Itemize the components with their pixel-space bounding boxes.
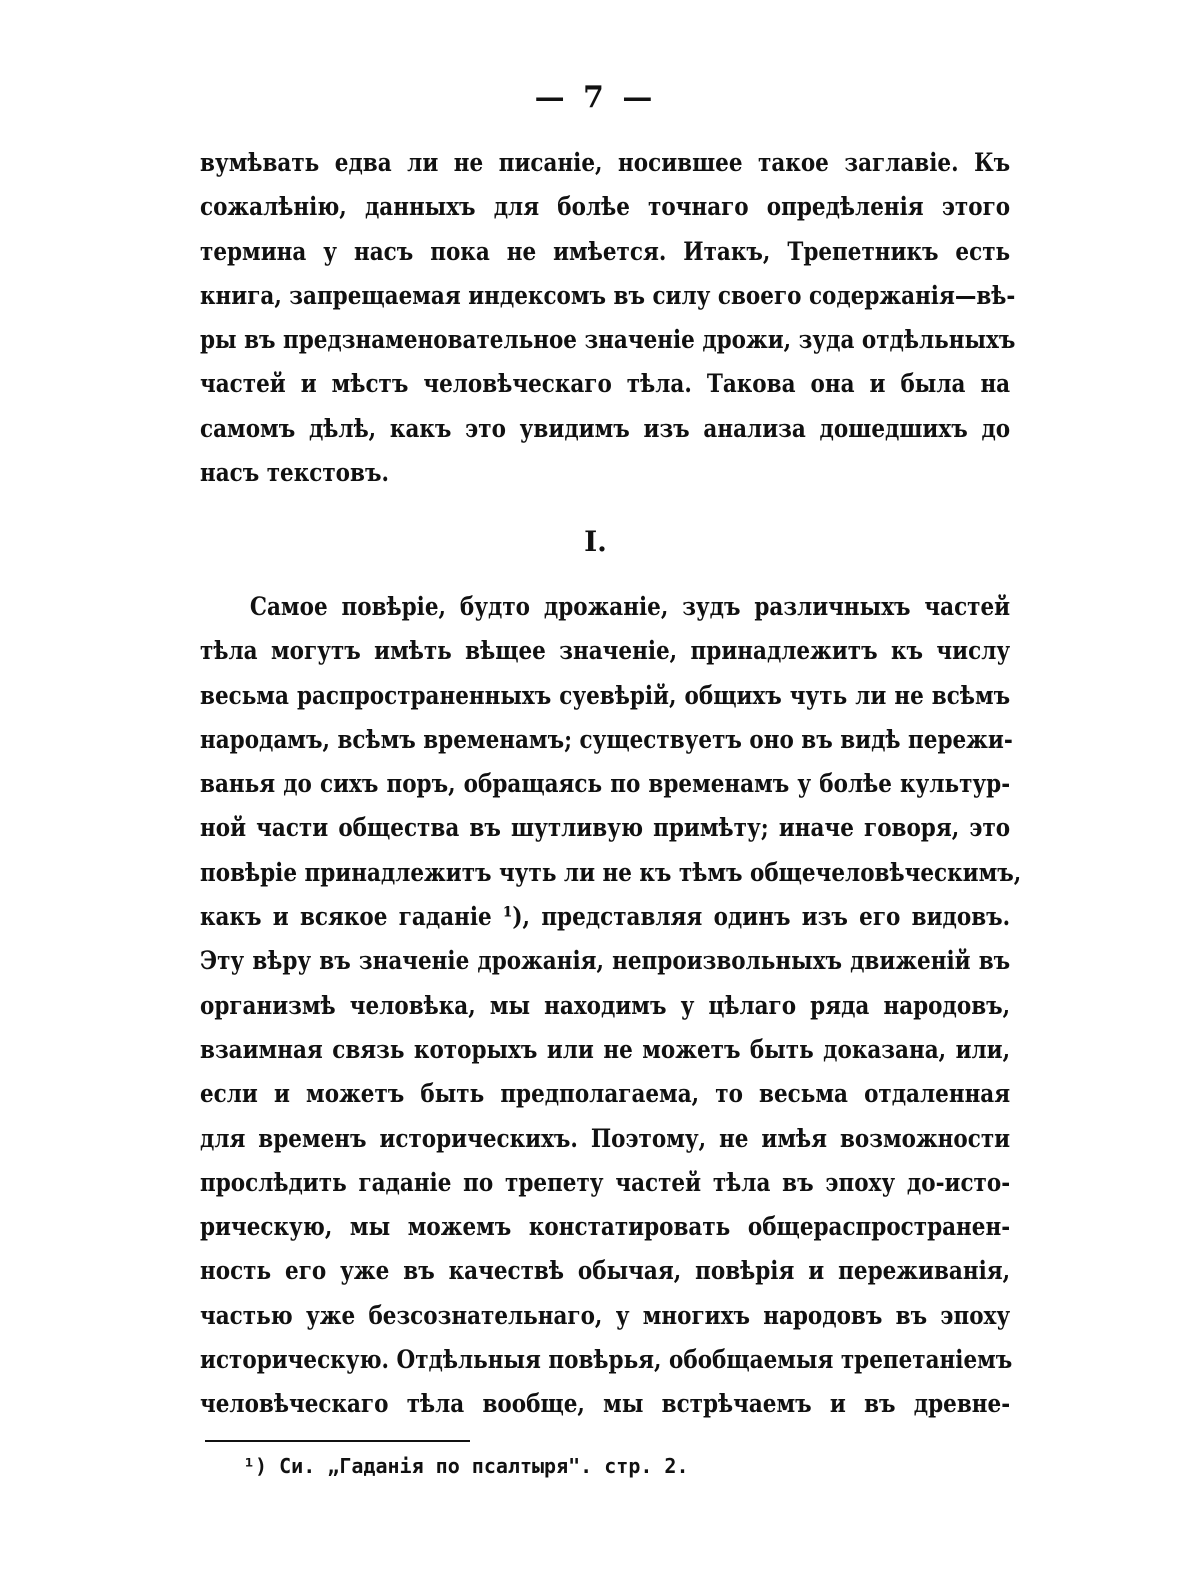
text-line: историческую. Отдѣльныя повѣрья, обобщаемыя трепетаніемъ <box>200 1345 1013 1375</box>
text-line: для временъ историческихъ. Поэтому, не имѣя возможности <box>200 1123 1011 1153</box>
text-line: ной части общества въ шутливую примѣту; иначе говоря, это <box>200 813 1011 843</box>
text-line: частью уже безсознательнаго, у многихъ народовъ въ эпоху <box>200 1300 1011 1330</box>
paragraph-continued <box>200 141 1016 495</box>
text-line: книга, запрещаемая индексомъ въ силу своего содержанія—вѣ- <box>200 280 1016 310</box>
text-line: частей и мѣстъ человѣческаго тѣла. Такова она и была на <box>200 369 1011 399</box>
text-line: термина у насъ пока не имѣется. Итакъ, Трепетникъ есть <box>200 236 1011 266</box>
text-line: весьма распространенныхъ суевѣрій, общихъ чуть ли не всѣмъ <box>200 680 1011 710</box>
text-line: самомъ дѣлѣ, какъ это увидимъ изъ анализа дошедшихъ до <box>200 413 1011 443</box>
text-line: прослѣдить гаданіе по трепету частей тѣла въ эпоху до-исто- <box>200 1167 1011 1197</box>
text-line: вумѣвать едва ли не писаніе, носившее такое заглавіе. Къ <box>200 148 1011 177</box>
text-line: повѣріе принадлежитъ чуть ли не къ тѣмъ общечеловѣческимъ, <box>200 857 1022 887</box>
text-line: сожалѣнію, данныхъ для болѣе точнаго опредѣленія этого <box>200 192 1011 222</box>
page-number: — 7 — <box>534 80 657 115</box>
text-line: ры въ предзнаменовательное значеніе дрожи, зуда отдѣльныхъ <box>200 325 1016 355</box>
paragraph-section-one <box>200 585 1022 1427</box>
text-line: Самое повѣріе, будто дрожаніе, зудъ различныхъ частей <box>249 592 1011 621</box>
section-heading: I. <box>584 525 607 558</box>
footnote-divider <box>205 1440 470 1442</box>
text-line: организмѣ человѣка, мы находимъ у цѣлаго ряда народовъ, <box>200 990 1011 1020</box>
text-line: ность его уже въ качествѣ обычая, повѣрія и переживанія, <box>200 1256 1011 1286</box>
text-line: насъ текстовъ. <box>200 458 389 488</box>
text-line: народамъ, всѣмъ временамъ; существуетъ оно въ видѣ пережи- <box>200 724 1013 754</box>
text-line: взаимная связь которыхъ или не можетъ быть доказана, или, <box>200 1034 1011 1064</box>
text-line: рическую, мы можемъ констатировать общераспространен- <box>200 1212 1011 1242</box>
text-line: какъ и всякое гаданіе ¹), представляя одинъ изъ его видовъ. <box>200 902 1011 932</box>
footnote: ¹) Си. „Гаданія по псалтыря". стр. 2. <box>243 1454 689 1478</box>
text-line: тѣла могутъ имѣть вѣщее значеніе, принадлежитъ къ числу <box>200 636 1011 666</box>
text-line: человѣческаго тѣла вообще, мы встрѣчаемъ и въ древне- <box>200 1389 1011 1419</box>
text-line: ванья до сихъ поръ, обращаясь по временамъ у болѣе культур- <box>200 769 1011 799</box>
text-line: если и можетъ быть предполагаема, то весьма отдаленная <box>200 1079 1011 1109</box>
text-line: Эту вѣру въ значеніе дрожанія, непроизвольныхъ движеній въ <box>200 946 1011 976</box>
